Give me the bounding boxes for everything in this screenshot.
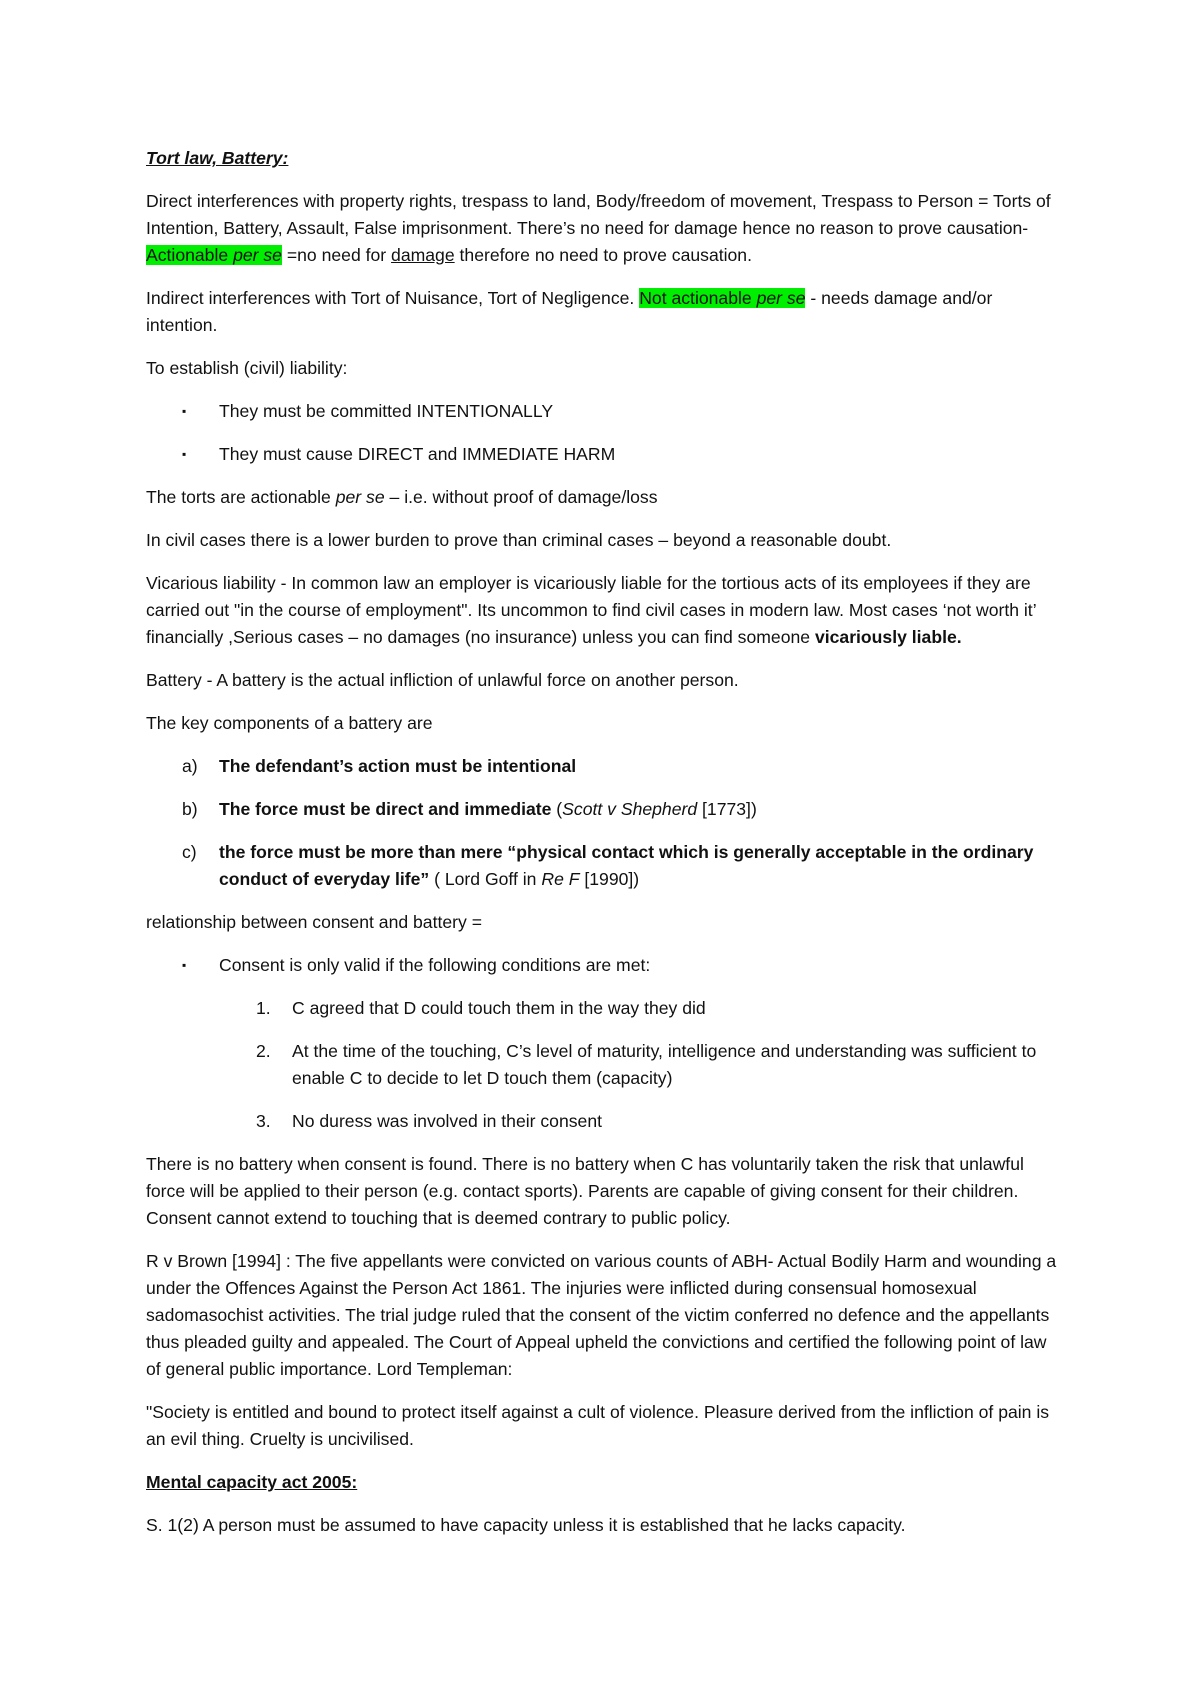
paragraph-r-v-brown: R v Brown [1994] : The five appellants were convicted on various counts of ABH- Actual Bodily Harm and wounding a under the Offences Against the Person Act 1861. The injuries were inflicted during consensual homosexual sadomasochist activities. The trial judge ruled that the consent of the victim conferred no defence and the appellants thus pleaded guilty and appealed. The Court of Appeal upheld the convictions and certified the following point of law of general public importance. Lord Templeman: <box>146 1251 1057 1379</box>
list-item: a) The defendant’s action must be intentional <box>182 756 577 776</box>
document-body <box>146 145 1066 1555</box>
list-item: 2. At the time of the touching, C’s level of maturity, intelligence and understanding was sufficient to enable C to decide to let D touch them (capacity) <box>256 1041 1037 1088</box>
paragraph-actionable-per-se: The torts are actionable per se – i.e. without proof of damage/loss <box>146 487 658 507</box>
paragraph-templeman-quote: "Society is entitled and bound to protect itself against a cult of violence. Pleasure derived from the infliction of pain is an evil thing. Cruelty is uncivilised. <box>146 1402 1050 1449</box>
list-item: c) the force must be more than mere “physical contact which is generally acceptable in the ordinary conduct of everyday life” ( Lord Goff in Re F [1990]) <box>182 842 1034 889</box>
list-item: 1. C agreed that D could touch them in the way they did <box>256 998 706 1018</box>
section-heading-mental-capacity: Mental capacity act 2005: <box>146 1472 358 1492</box>
list-item: ▪ They must be committed INTENTIONALLY <box>146 398 1066 425</box>
list-item: b) The force must be direct and immediate (Scott v Shepherd [1773]) <box>182 799 757 819</box>
list-item: ▪ Consent is only valid if the following conditions are met: <box>146 952 1066 979</box>
paragraph-vicarious-liability: Vicarious liability - In common law an employer is vicariously liable for the tortious acts of its employees if they are carried out "in the course of employment". Its uncommon to find civil cases in modern law. Most cases ‘not worth it’ financially ,Serious cases – no damages (no insurance) unless you can find someone vicariously liable. <box>146 573 1036 647</box>
paragraph-no-battery: There is no battery when consent is found. There is no battery when C has voluntarily taken the risk that unlawful force will be applied to their person (e.g. contact sports). Parents are capable of giving consent for their children. Consent cannot extend to touching that is deemed contrary to public policy. <box>146 1154 1024 1228</box>
conditions-list <box>146 995 1066 1135</box>
paragraph-consent-relationship: relationship between consent and battery = <box>146 912 482 932</box>
paragraph-battery-definition: Battery - A battery is the actual infliction of unlawful force on another person. <box>146 670 739 690</box>
liability-bullet-list <box>146 398 1066 468</box>
list-item: 3. No duress was involved in their consent <box>256 1111 603 1131</box>
paragraph-direct-interferences: Direct interferences with property rights, trespass to land, Body/freedom of movement, Trespass to Person = Torts of Intention, Battery, Assault, False imprisonment. There’s no need for damage hence no reason to prove causation- Actionable per se =no need for damage therefore no need to prove causation. <box>146 191 1051 265</box>
paragraph-s1-2: S. 1(2) A person must be assumed to have capacity unless it is established that he lacks capacity. <box>146 1515 906 1535</box>
paragraph-burden-of-proof: In civil cases there is a lower burden to prove than criminal cases – beyond a reasonable doubt. <box>146 530 892 550</box>
consent-bullet-list <box>146 952 1066 979</box>
components-list <box>146 753 1066 893</box>
paragraph-indirect-interferences: Indirect interferences with Tort of Nuisance, Tort of Negligence. Not actionable per se - needs damage and/or intention. <box>146 288 993 335</box>
paragraph-key-components: The key components of a battery are <box>146 713 433 733</box>
highlight-not-actionable-per-se: Not actionable per se <box>639 288 806 308</box>
document-title: Tort law, Battery: <box>146 148 289 168</box>
highlight-actionable-per-se: Actionable per se <box>146 245 282 265</box>
list-item: ▪ They must cause DIRECT and IMMEDIATE HARM <box>146 441 1066 468</box>
paragraph-establish-liability: To establish (civil) liability: <box>146 358 348 378</box>
